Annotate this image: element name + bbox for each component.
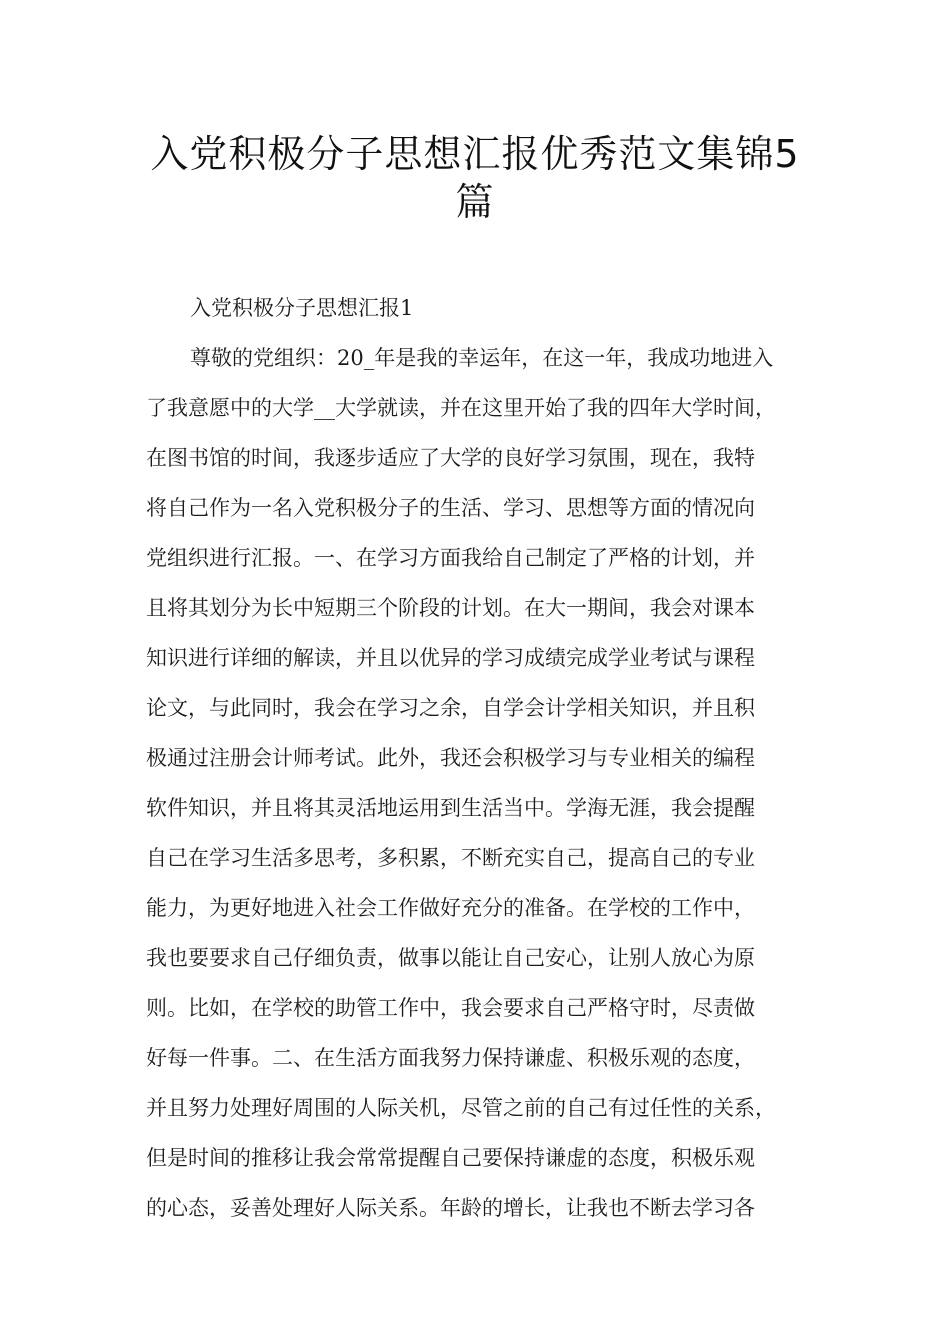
- body-line: 且将其划分为长中短期三个阶段的计划。在大一期间，我会对课本: [146, 596, 755, 620]
- body-line: 好每一件事。二、在生活方面我努力保持谦虚、积极乐观的态度，: [146, 1046, 755, 1070]
- body-line: 自己在学习生活多思考，多积累，不断充实自己，提高自己的专业: [146, 846, 755, 870]
- document-body: [146, 283, 826, 1233]
- body-line: 能力，为更好地进入社会工作做好充分的准备。在学校的工作中，: [146, 896, 755, 920]
- body-line: 并且努力处理好周围的人际关机，尽管之前的自己有过任性的关系，: [146, 1096, 776, 1120]
- body-line: 软件知识，并且将其灵活地运用到生活当中。学海无涯，我会提醒: [146, 796, 755, 820]
- body-line: 极通过注册会计师考试。此外，我还会积极学习与专业相关的编程: [146, 746, 755, 770]
- body-line: 在图书馆的时间，我逐步适应了大学的良好学习氛围，现在，我特: [146, 446, 755, 470]
- body-line: 了我意愿中的大学__大学就读，并在这里开始了我的四年大学时间，: [146, 396, 776, 420]
- section-heading: 入党积极分子思想汇报1: [190, 296, 414, 320]
- document-title: 入党积极分子思想汇报优秀范文集锦5篇: [150, 132, 800, 224]
- body-line: 知识进行详细的解读，并且以优异的学习成绩完成学业考试与课程: [146, 646, 755, 670]
- body-line: 则。比如，在学校的助管工作中，我会要求自己严格守时，尽责做: [146, 996, 755, 1020]
- body-line: 我也要要求自己仔细负责，做事以能让自己安心，让别人放心为原: [146, 946, 755, 970]
- body-line: 尊敬的党组织：20_年是我的幸运年，在这一年，我成功地进入: [190, 346, 774, 370]
- body-line: 的心态，妥善处理好人际关系。年龄的增长，让我也不断去学习各: [146, 1196, 755, 1220]
- body-line: 但是时间的推移让我会常常提醒自己要保持谦虚的态度，积极乐观: [146, 1146, 755, 1170]
- body-line: 论文，与此同时，我会在学习之余，自学会计学相关知识，并且积: [146, 696, 755, 720]
- body-line: 党组织进行汇报。一、在学习方面我给自己制定了严格的计划，并: [146, 546, 755, 570]
- body-line: 将自己作为一名入党积极分子的生活、学习、思想等方面的情况向: [146, 496, 755, 520]
